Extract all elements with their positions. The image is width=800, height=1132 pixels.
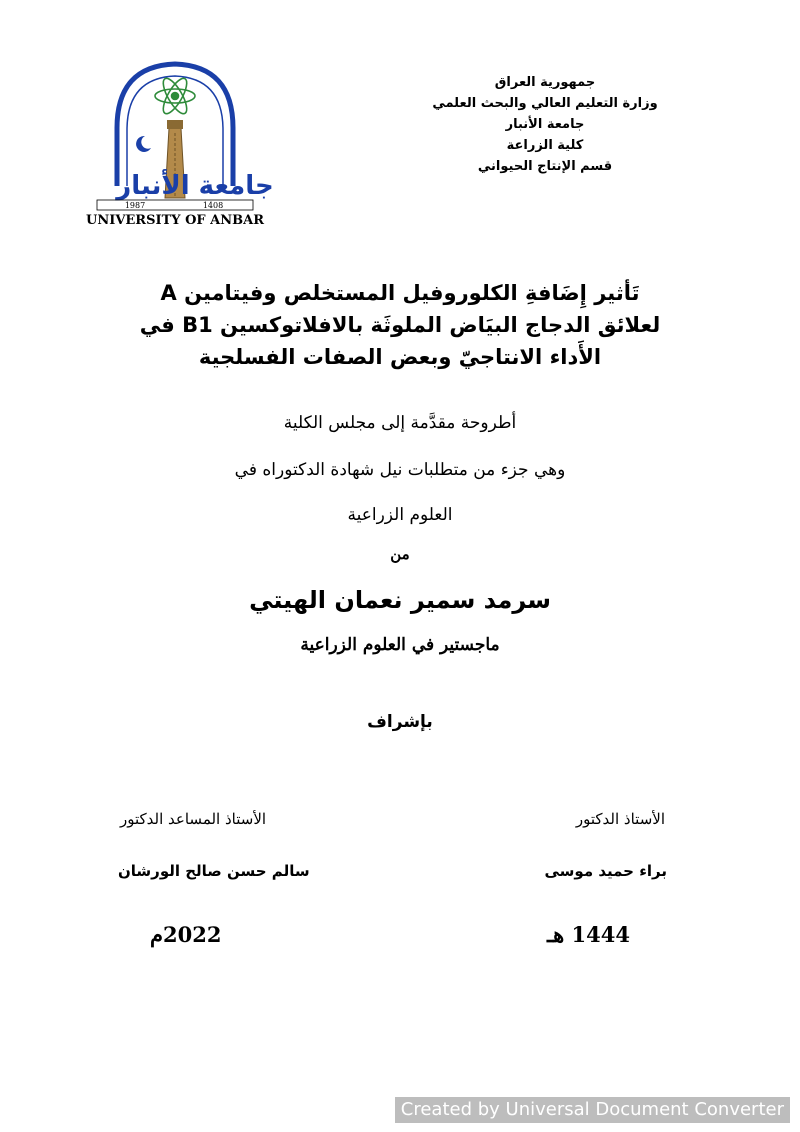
atom-icon bbox=[155, 75, 195, 117]
supervisor-1-title: الأستاذ الدكتور bbox=[575, 810, 665, 828]
supervisor-1-name: براء حميد موسى bbox=[544, 862, 667, 880]
logo-arabic-text: جامعة الأنبار bbox=[116, 171, 274, 201]
institution-header bbox=[385, 72, 705, 177]
title-line-1: تَأثير إِضَافةِ الكلوروفيل المستخلص وفيتامين A bbox=[160, 281, 640, 305]
header-line-university: جامعة الأنبار bbox=[505, 117, 585, 132]
university-logo bbox=[86, 58, 274, 228]
supervisor-2-title: الأستاذ المساعد الدكتور bbox=[120, 810, 267, 828]
title-line-2: لعلائق الدجاج البيَاض الملوثَة بالافلاتوكسين B1 في bbox=[139, 313, 661, 337]
logo-year-hijri: 1408 bbox=[202, 201, 224, 210]
submission-statement: أطروحة مقدَّمة إلى مجلس الكلية bbox=[283, 413, 517, 433]
field-of-study: العلوم الزراعية bbox=[347, 505, 453, 525]
by-label: من bbox=[390, 545, 410, 563]
header-line-ministry: وزارة التعليم العالي والبحث العلمي bbox=[432, 96, 658, 111]
supervision-heading: بإشراف bbox=[367, 712, 433, 732]
title-line-3: الأَداء الانتاجيّ وبعض الصفات الفسلجية bbox=[198, 345, 602, 369]
header-line-college: كلية الزراعة bbox=[506, 138, 584, 153]
header-line-department: قسم الإنتاج الحيواني bbox=[477, 159, 613, 174]
author-degree: ماجستير في العلوم الزراعية bbox=[300, 635, 500, 655]
thesis-title bbox=[80, 277, 720, 373]
logo-english-text: UNIVERSITY OF ANBAR bbox=[86, 213, 264, 228]
degree-requirement: وهي جزء من متطلبات نيل شهادة الدكتوراه في bbox=[234, 460, 566, 480]
header-line-country: جمهورية العراق bbox=[494, 75, 596, 90]
converter-watermark: Created by Universal Document Converter bbox=[395, 1097, 790, 1123]
hijri-year: 1444 هـ bbox=[547, 922, 630, 947]
gregorian-year: 2022م bbox=[150, 922, 222, 947]
logo-year-gregorian: 1987 bbox=[124, 201, 146, 210]
supervisor-2-name: سالم حسن صالح الورشان bbox=[118, 862, 310, 880]
author-name: سرمد سمير نعمان الهيتي bbox=[249, 586, 551, 614]
